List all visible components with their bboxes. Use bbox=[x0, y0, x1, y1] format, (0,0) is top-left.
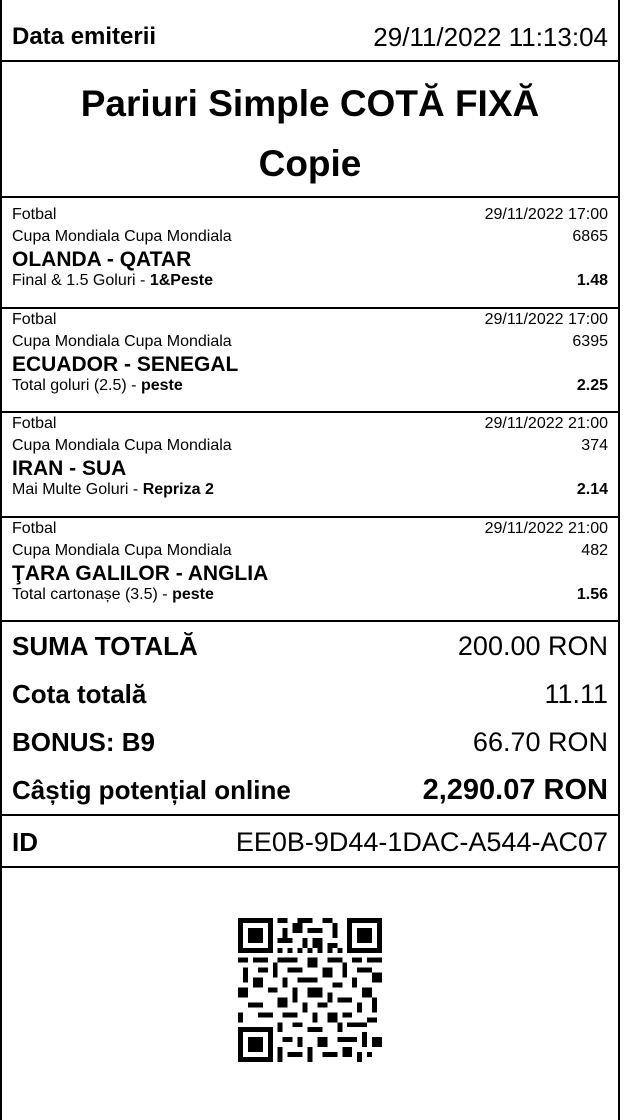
bet-sport: Fotbal bbox=[12, 519, 57, 537]
bet-code: 6865 bbox=[572, 228, 608, 245]
bet-selection: peste bbox=[172, 585, 214, 603]
bet-competition: Cupa Mondiala Cupa Mondiala bbox=[12, 332, 232, 350]
bet-sport: Fotbal bbox=[12, 415, 57, 432]
bet-code: 482 bbox=[581, 541, 608, 559]
ticket-id-label: ID bbox=[12, 826, 38, 857]
ticket-title-main: Pariuri Simple COTĂ FIXĂ bbox=[80, 83, 540, 124]
bet-selection: 1&Peste bbox=[149, 272, 213, 289]
bet-match: OLANDA - QATAR bbox=[12, 248, 192, 271]
bet-item bbox=[2, 204, 618, 309]
bet-market: Total goluri (2.5) - bbox=[12, 376, 141, 394]
ticket-title-copy: Copie bbox=[258, 143, 362, 184]
bet-kickoff: 29/11/2022 21:00 bbox=[484, 415, 608, 432]
bet-competition: Cupa Mondiala Cupa Mondiala bbox=[12, 541, 232, 559]
bet-kickoff: 29/11/2022 21:00 bbox=[484, 519, 608, 537]
bet-market: Mai Multe Goluri - bbox=[12, 481, 143, 498]
total-odds-row bbox=[12, 670, 608, 718]
bet-code: 374 bbox=[581, 437, 608, 454]
stake-row bbox=[12, 622, 608, 670]
bet-selection: peste bbox=[140, 376, 183, 394]
bonus-label: BONUS: B9 bbox=[12, 726, 156, 757]
bet-sport: Fotbal bbox=[12, 206, 57, 223]
ticket-title bbox=[2, 62, 618, 198]
bet-match: IRAN - SUA bbox=[12, 457, 127, 480]
bonus-row bbox=[12, 718, 608, 766]
bet-odds: 2.14 bbox=[576, 481, 608, 498]
bet-match: ŢARA GALILOR - ANGLIA bbox=[12, 561, 269, 585]
issue-date-row bbox=[2, 14, 618, 62]
bet-item bbox=[2, 413, 618, 518]
bet-kickoff: 29/11/2022 17:00 bbox=[484, 310, 608, 328]
issue-date-value: 29/11/2022 11:13:04 bbox=[373, 21, 608, 52]
bet-odds: 1.56 bbox=[576, 585, 608, 603]
bet-competition: Cupa Mondiala Cupa Mondiala bbox=[12, 228, 232, 245]
issue-date-label: Data emiterii bbox=[12, 23, 157, 50]
qr-code-icon bbox=[238, 918, 382, 1062]
bet-match: ECUADOR - SENEGAL bbox=[12, 352, 239, 376]
bets-list bbox=[2, 204, 618, 622]
total-odds-label: Cota totală bbox=[12, 678, 147, 709]
total-odds-value: 11.11 bbox=[544, 678, 608, 709]
bet-market: Total cartonașe (3.5) - bbox=[12, 585, 173, 603]
bet-sport: Fotbal bbox=[12, 310, 57, 328]
ticket-id-value: EE0B-9D44-1DAC-A544-AC07 bbox=[235, 826, 608, 857]
bonus-value: 66.70 RON bbox=[472, 726, 608, 757]
stake-label: SUMA TOTALĂ bbox=[12, 630, 198, 661]
bet-competition: Cupa Mondiala Cupa Mondiala bbox=[12, 437, 232, 454]
bet-odds: 2.25 bbox=[576, 376, 608, 394]
potential-win-row bbox=[12, 766, 608, 814]
bet-market: Final & 1.5 Goluri - bbox=[12, 272, 150, 289]
bet-item bbox=[2, 518, 618, 623]
bet-selection: Repriza 2 bbox=[142, 481, 214, 498]
bet-odds: 1.48 bbox=[576, 272, 608, 289]
stake-value: 200.00 RON bbox=[457, 630, 608, 661]
bet-item bbox=[2, 309, 618, 414]
potential-win-value: 2,290.07 RON bbox=[422, 773, 608, 806]
potential-win-label: Câștig potențial online bbox=[12, 774, 291, 805]
ticket-id-row bbox=[2, 818, 618, 868]
totals-section bbox=[2, 620, 618, 816]
bet-code: 6395 bbox=[572, 332, 608, 350]
bet-kickoff: 29/11/2022 17:00 bbox=[484, 206, 608, 223]
